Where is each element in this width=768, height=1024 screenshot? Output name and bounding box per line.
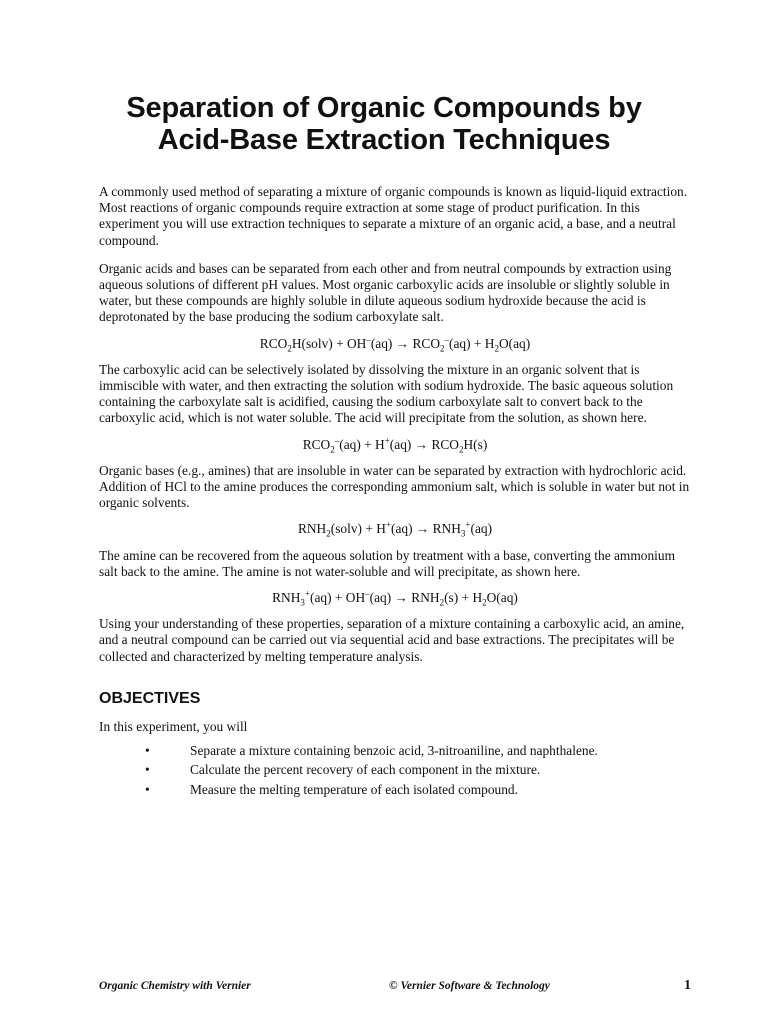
equation-carboxylate-formation — [99, 336, 691, 352]
eq-subscript: 2 — [287, 343, 292, 354]
eq-part: O(aq) — [486, 590, 518, 606]
eq-part: (aq) — [470, 521, 493, 537]
intro-paragraph: A commonly used method of separating a mixture of organic compounds is known as liquid-liquid extraction. Most reactions of organic compounds require extraction at some stage of product purification. In this experiment you will use extraction techniques to separate a mixture of an organic acid, a base, and a neutral compound. — [99, 184, 688, 248]
footer-copyright: © Vernier Software & Technology — [389, 980, 550, 992]
footer-book-title: Organic Chemistry with Vernier — [99, 980, 251, 992]
title-line-2: Acid-Base Extraction Techniques — [157, 124, 611, 156]
eq-part: (aq) → RCO — [370, 335, 440, 351]
eq-subscript: 2 — [326, 529, 331, 540]
eq-subscript: 2 — [482, 597, 487, 608]
eq-part: (aq) → RNH — [369, 590, 440, 606]
eq-part: H(s) — [463, 436, 488, 452]
eq-part: (aq) → RCO — [389, 436, 459, 452]
eq-superscript: + — [385, 519, 391, 530]
eq-subscript: 3 — [300, 597, 305, 608]
eq-superscript: + — [304, 588, 310, 599]
eq-part: H(solv) + OH — [291, 335, 367, 351]
eq-part: (s) + H — [444, 590, 483, 606]
page-number: 1 — [684, 978, 691, 993]
equation-acid-precipitation — [99, 437, 691, 453]
eq-part: RNH — [297, 521, 327, 537]
bullet-icon: • — [145, 762, 150, 778]
eq-superscript: – — [334, 435, 340, 446]
eq-subscript: 2 — [439, 597, 445, 608]
eq-superscript: – — [444, 334, 449, 345]
carboxylic-isolation-paragraph: The carboxylic acid can be selectively isolated by dissolving the mixture in an organic solvent that is immiscible with water, and then extracting the solution with sodium hydroxide. The basic aqueous solution containing the carboxylate salt is acidified, causing the sodium carboxylate salt to convert back to the carboxylic acid, which is not water soluble. The acid will precipitate from the solution, as shown here. — [99, 361, 674, 426]
eq-subscript: 2 — [330, 444, 335, 455]
amine-recovery-paragraph: The amine can be recovered from the aqueous solution by treatment with a base, converting the ammonium salt back to the amine. The amine is not water-soluble and will precipitate, as shown here. — [99, 547, 675, 579]
objective-text: Calculate the percent recovery of each component in the mixture. — [190, 762, 541, 778]
list-item — [99, 743, 691, 759]
objectives-intro: In this experiment, you will — [99, 719, 248, 735]
eq-part: (aq) + H — [339, 436, 385, 452]
eq-subscript: 3 — [460, 529, 466, 540]
eq-part: (aq) + H — [449, 335, 495, 351]
eq-part: (aq) + OH — [309, 590, 366, 606]
eq-part: RNH — [272, 590, 301, 606]
eq-superscript: – — [366, 334, 371, 345]
page-title — [60, 92, 708, 156]
objective-text: Separate a mixture containing benzoic acid, 3-nitroaniline, and naphthalene. — [190, 743, 598, 759]
eq-part: O(aq) — [498, 335, 531, 351]
objectives-list — [99, 743, 691, 798]
objective-text: Measure the melting temperature of each isolated compound. — [190, 781, 518, 797]
list-item — [99, 782, 691, 798]
title-line-1: Separation of Organic Compounds by — [126, 92, 642, 124]
eq-subscript: 2 — [494, 343, 499, 354]
eq-part: (aq) → RNH — [390, 521, 461, 537]
equation-ammonium-formation — [99, 519, 691, 540]
page-footer — [99, 980, 691, 996]
bullet-icon: • — [145, 781, 150, 797]
bullet-icon: • — [145, 743, 150, 759]
document-body — [99, 184, 691, 801]
eq-subscript: 2 — [458, 444, 464, 455]
acids-bases-paragraph: Organic acids and bases can be separated from each other and from neutral compounds by extraction using aqueous solutions of different pH values. Most organic carboxylic acids are insoluble or slightly soluble in water, but these compounds are highly soluble in dilute aqueous sodium hydroxide because the acid is deprotonated by the base producing the sodium carboxylate salt. — [99, 260, 672, 325]
eq-superscript: + — [384, 435, 390, 446]
list-item — [99, 762, 691, 778]
summary-paragraph: Using your understanding of these properties, separation of a mixture containing a carboxylic acid, an amine, and a neutral compound can be carried out via sequential acid and base extractions. The precipitates will be collected and characterized by melting temperature analysis. — [99, 616, 685, 664]
eq-part: RCO — [302, 436, 331, 452]
eq-part: RCO — [259, 335, 288, 351]
eq-subscript: 2 — [440, 343, 445, 354]
eq-part: (solv) + H — [330, 521, 386, 537]
objectives-heading: OBJECTIVES — [99, 689, 201, 707]
organic-bases-paragraph: Organic bases (e.g., amines) that are insoluble in water can be separated by extraction with hydrochloric acid. Addition of HCl to the amine produces the corresponding ammonium salt, which is soluble in water but not in organic solvents. — [99, 462, 690, 511]
eq-superscript: – — [365, 588, 370, 599]
equation-amine-precipitation — [99, 590, 691, 606]
eq-superscript: + — [465, 519, 471, 530]
